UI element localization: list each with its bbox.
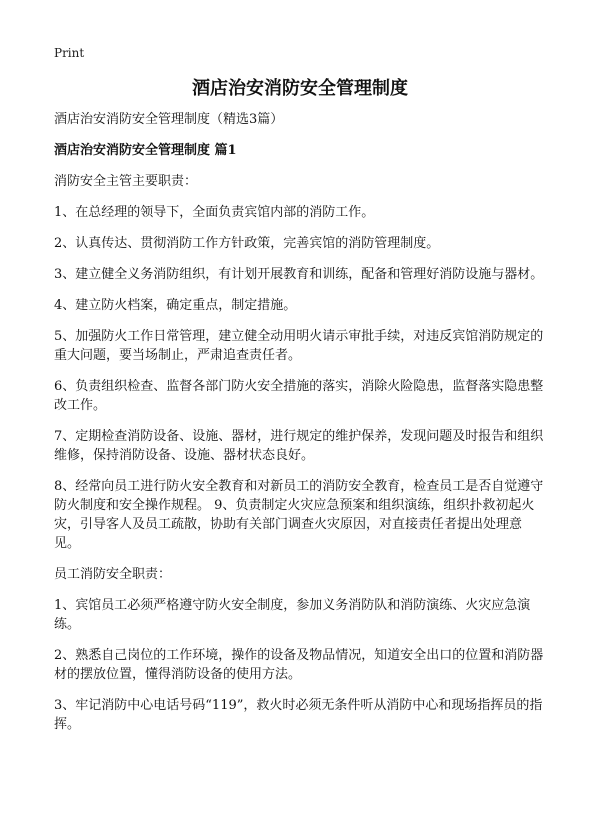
- paragraph-duty-4: 4、建立防火档案，确定重点，制定措施。: [54, 298, 297, 313]
- paragraph-staff-duty-2: 2、熟悉自己岗位的工作环境，操作的设备及物品情况，知道安全出口的位置和消防器材的摆放位置，懂得消防设备的使用方法。: [54, 648, 544, 682]
- document-title: 酒店治安消防安全管理制度: [192, 78, 408, 99]
- paragraph-staff-duty-1: 1、宾馆员工必须严格遵守防火安全制度，参加义务消防队和消防演练、火灾应急演练。: [54, 598, 531, 632]
- paragraph-duty-8-9: 8、经常向员工进行防火安全教育和对新员工的消防安全教育，检查员工是否自觉遵守防火制度和安全操作规程。 9、负责制定火灾应急预案和组织演练，组织扑救初起火灾，引导客人及员工疏散，协助有关部门调查火灾原因，对直接责任者提出处理意见。: [54, 479, 544, 551]
- section-title: 酒店治安消防安全管理制度 篇1: [54, 143, 237, 158]
- paragraph-duty-6: 6、负责组织检查、监督各部门防火安全措施的落实，消除火险隐患，监督落实隐患整改工作。: [54, 379, 544, 413]
- paragraph-supervisor-duties-heading: 消防安全主管主要职责：: [54, 174, 198, 189]
- paragraph-duty-1: 1、在总经理的领导下，全面负责宾馆内部的消防工作。: [54, 205, 375, 220]
- paragraph-duty-7: 7、定期检查消防设备、设施、器材，进行规定的维护保养，发现问题及时报告和组织维修，保持消防设备、设施、器材状态良好。: [54, 429, 544, 463]
- document-subtitle: 酒店治安消防安全管理制度（精选3篇）: [54, 112, 284, 127]
- paragraph-duty-2: 2、认真传达、贯彻消防工作方针政策，完善宾馆的消防管理制度。: [54, 236, 440, 251]
- paragraph-staff-duty-3: 3、牢记消防中心电话号码“119”，救火时必须无条件听从消防中心和现场指挥员的指挥。: [54, 698, 543, 732]
- paragraph-staff-duties-heading: 员工消防安全职责：: [54, 567, 172, 582]
- print-label[interactable]: Print: [54, 46, 85, 60]
- paragraph-duty-3: 3、建立健全义务消防组织，有计划开展教育和训练，配备和管理好消防设施与器材。: [54, 267, 544, 282]
- paragraph-duty-5: 5、加强防火工作日常管理，建立健全动用明火请示审批手续，对违反宾馆消防规定的重大问题，要当场制止，严肃追查责任者。: [54, 329, 544, 363]
